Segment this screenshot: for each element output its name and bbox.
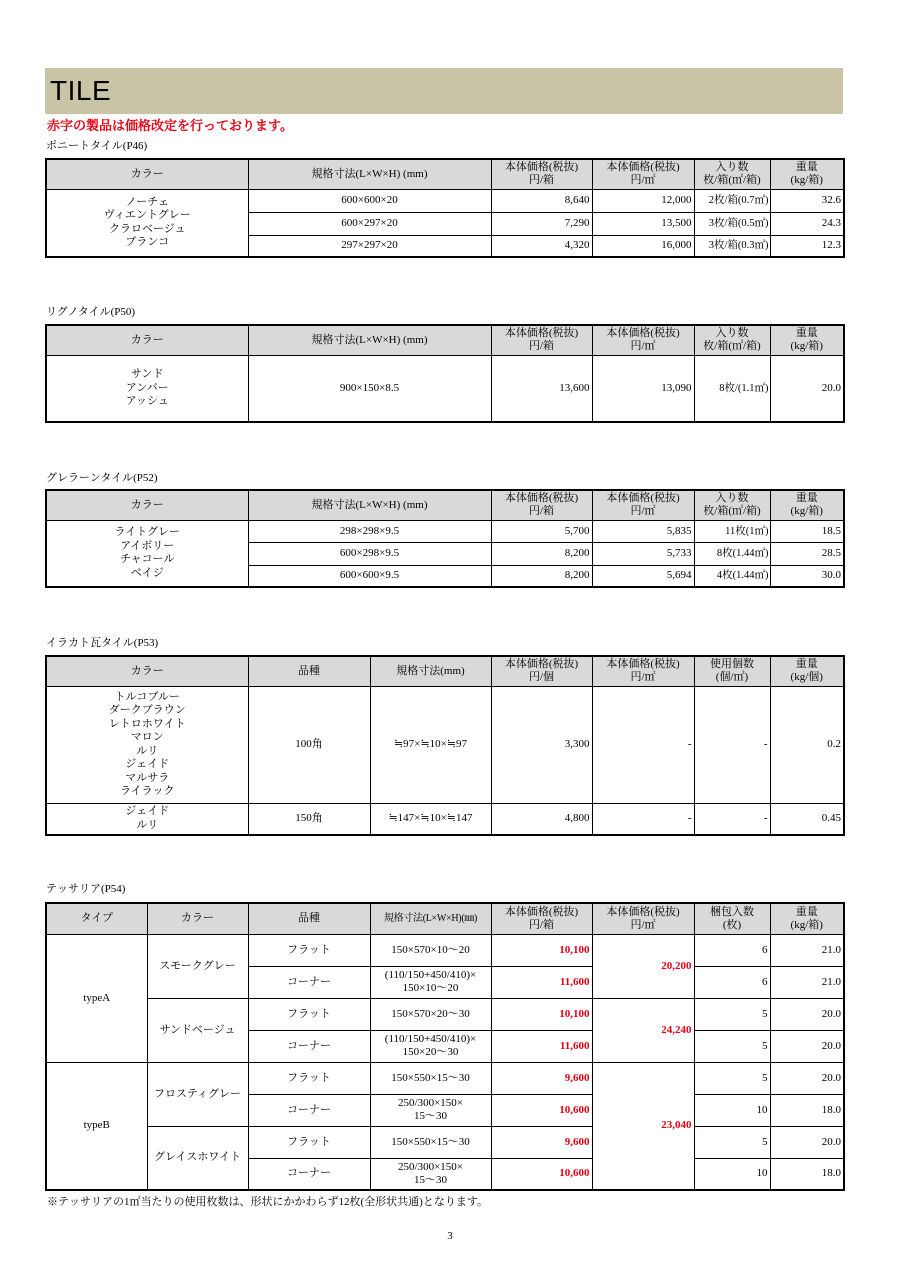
color-name: ヴィエントグレー	[103, 209, 191, 222]
table-header-row	[46, 490, 844, 520]
size-cell: 600×600×9.5	[248, 565, 491, 587]
size-cell: 600×600×20	[248, 189, 491, 212]
table-header-row	[46, 325, 844, 355]
color-name: レトロホワイト	[108, 717, 186, 730]
header-kind: 品種	[248, 903, 370, 934]
header-price-sqm: 本体価格(税抜) 円/㎡	[592, 159, 694, 189]
price-piece-cell: 3,300	[491, 686, 592, 803]
color-cell: サンドベージュ	[147, 998, 248, 1062]
size-cell: 600×297×20	[248, 212, 491, 235]
header-price-piece: 本体価格(税抜) 円/個	[491, 656, 592, 686]
title-band	[45, 68, 843, 114]
kind-cell: コーナー	[248, 1158, 370, 1190]
color-name: サンド	[131, 368, 164, 380]
header-price-sqm: 本体価格(税抜) 円/㎡	[592, 903, 694, 934]
weight-cell: 20.0	[770, 1062, 844, 1094]
table-row	[46, 1126, 844, 1158]
size-cell: 150×550×15～30	[370, 1126, 491, 1158]
price-box-cell: 10,600	[491, 1158, 592, 1190]
section-title-irakato: イラカト瓦タイル(P53)	[46, 637, 159, 649]
size-cell: (110/150+450/410)× 150×10～20	[370, 966, 491, 998]
grelarn-price-table	[45, 489, 845, 588]
price-box-cell: 5,700	[491, 520, 592, 542]
size-cell: ≒97×≒10×≒97	[370, 686, 491, 803]
header-weight: 重量 (kg/箱)	[770, 490, 844, 520]
price-sqm-cell: 13,090	[592, 355, 694, 422]
header-color: カラー	[46, 325, 248, 355]
price-box-cell: 11,600	[491, 966, 592, 998]
weight-cell: 32.6	[770, 189, 844, 212]
price-box-cell: 10,600	[491, 1094, 592, 1126]
color-cell: グレイスホワイト	[147, 1126, 248, 1190]
color-name: トルコブルー	[114, 690, 181, 703]
price-box-cell: 8,200	[491, 565, 592, 587]
irakato-price-table	[45, 655, 845, 836]
price-box-cell: 10,100	[491, 998, 592, 1030]
price-box-cell: 8,640	[491, 189, 592, 212]
table-row	[46, 686, 844, 803]
header-weight: 重量 (kg/箱)	[770, 903, 844, 934]
table-row	[46, 520, 844, 542]
size-cell: 297×297×20	[248, 235, 491, 257]
header-price-box: 本体価格(税抜) 円/箱	[491, 325, 592, 355]
quantity-cell: 8枚(1.44㎡)	[694, 542, 770, 565]
header-kind: 品種	[248, 656, 370, 686]
kind-cell: フラット	[248, 934, 370, 966]
header-weight: 重量 (kg/箱)	[770, 159, 844, 189]
color-name: ジェイド	[125, 805, 170, 818]
color-list	[46, 189, 248, 257]
table-header-row	[46, 159, 844, 189]
weight-cell: 12.3	[770, 235, 844, 257]
price-box-cell: 9,600	[491, 1126, 592, 1158]
price-sqm-cell: 5,733	[592, 542, 694, 565]
size-cell: 298×298×9.5	[248, 520, 491, 542]
packing-cell: 5	[694, 1030, 770, 1062]
weight-cell: 20.0	[770, 1126, 844, 1158]
table-row	[46, 355, 844, 422]
quantity-cell: 3枚/箱(0.3㎡)	[694, 235, 770, 257]
weight-cell: 20.0	[770, 1030, 844, 1062]
size-cell: 250/300×150× 15～30	[370, 1094, 491, 1126]
ligno-price-table	[45, 324, 845, 423]
header-size: 規格寸法(L×W×H) (mm)	[248, 490, 491, 520]
header-color: カラー	[147, 903, 248, 934]
header-price-sqm: 本体価格(税抜) 円/㎡	[592, 325, 694, 355]
color-name: チャコール	[120, 553, 175, 566]
color-name: マロン	[130, 731, 164, 743]
header-type: タイプ	[46, 903, 147, 934]
quantity-cell: 3枚/箱(0.5㎡)	[694, 212, 770, 235]
price-sqm-cell: 13,500	[592, 212, 694, 235]
packing-cell: 10	[694, 1158, 770, 1190]
header-price-box: 本体価格(税抜) 円/箱	[491, 490, 592, 520]
weight-cell: 20.0	[770, 998, 844, 1030]
price-sqm-cell: -	[592, 686, 694, 803]
size-cell: 150×570×10～20	[370, 934, 491, 966]
price-piece-cell: 4,800	[491, 803, 592, 835]
kind-cell: 100角	[248, 686, 370, 803]
weight-cell: 24.3	[770, 212, 844, 235]
table-row	[46, 803, 844, 835]
weight-cell: 0.2	[770, 686, 844, 803]
header-size: 規格寸法(L×W×H) (mm)	[248, 325, 491, 355]
weight-cell: 30.0	[770, 565, 844, 587]
ponito-price-table	[45, 158, 845, 258]
header-quantity: 入り数 枚/箱(㎡/箱)	[694, 490, 770, 520]
header-color: カラー	[46, 656, 248, 686]
quantity-cell: 8枚/(1.1㎡)	[694, 355, 770, 422]
size-cell: 150×550×15～30	[370, 1062, 491, 1094]
tessaria-price-table	[45, 902, 845, 1191]
kind-cell: 150角	[248, 803, 370, 835]
size-cell: (110/150+450/410)× 150×20～30	[370, 1030, 491, 1062]
price-sqm-cell: 5,694	[592, 565, 694, 587]
color-name: アンバー	[125, 381, 169, 394]
size-cell: ≒147×≒10×≒147	[370, 803, 491, 835]
price-sqm-cell: 24,240	[592, 998, 694, 1062]
color-list	[46, 686, 248, 803]
color-name: アッシュ	[125, 395, 169, 407]
header-price-sqm: 本体価格(税抜) 円/㎡	[592, 656, 694, 686]
header-size: 規格寸法(L×W×H)(㎜)	[370, 903, 491, 934]
header-price-sqm: 本体価格(税抜) 円/㎡	[592, 490, 694, 520]
color-name: ライトグレー	[114, 526, 180, 539]
color-list	[46, 520, 248, 587]
weight-cell: 18.5	[770, 520, 844, 542]
kind-cell: フラット	[248, 1062, 370, 1094]
color-name: ベイジ	[130, 566, 164, 579]
weight-cell: 20.0	[770, 355, 844, 422]
color-list	[46, 355, 248, 422]
color-cell: フロスティグレー	[147, 1062, 248, 1126]
section-title-ligno: リグノタイル(P50)	[46, 306, 136, 318]
price-sqm-cell: 12,000	[592, 189, 694, 212]
price-sqm-cell: -	[592, 803, 694, 835]
header-usage: 使用個数 (個/㎡)	[694, 656, 770, 686]
kind-cell: コーナー	[248, 1030, 370, 1062]
table-row	[46, 1062, 844, 1094]
type-cell: typeB	[46, 1062, 147, 1190]
price-revision-notice: 赤字の製品は価格改定を行っております。	[47, 118, 293, 133]
size-cell: 600×298×9.5	[248, 542, 491, 565]
color-name: ライラック	[120, 785, 175, 797]
quantity-cell: 11枚(1㎡)	[694, 520, 770, 542]
color-name: ジェイド	[125, 758, 170, 770]
kind-cell: コーナー	[248, 1094, 370, 1126]
price-sqm-cell: 16,000	[592, 235, 694, 257]
price-box-cell: 11,600	[491, 1030, 592, 1062]
color-name: ノーチェ	[125, 195, 169, 208]
kind-cell: フラット	[248, 1126, 370, 1158]
color-name: クラロベージュ	[108, 222, 186, 235]
header-weight: 重量 (kg/箱)	[770, 325, 844, 355]
usage-cell: -	[694, 803, 770, 835]
header-quantity: 入り数 枚/箱(㎡/箱)	[694, 159, 770, 189]
color-cell: スモークグレー	[147, 934, 248, 998]
price-sqm-cell: 20,200	[592, 934, 694, 998]
price-box-cell: 4,320	[491, 235, 592, 257]
size-cell: 900×150×8.5	[248, 355, 491, 422]
packing-cell: 5	[694, 1126, 770, 1158]
header-color: カラー	[46, 159, 248, 189]
header-color: カラー	[46, 490, 248, 520]
section-title-ponito: ポニートタイル(P46)	[46, 140, 148, 152]
kind-cell: コーナー	[248, 966, 370, 998]
color-name: アイボリー	[120, 539, 175, 552]
packing-cell: 6	[694, 966, 770, 998]
quantity-cell: 2枚/箱(0.7㎡)	[694, 189, 770, 212]
color-name: ブランコ	[125, 236, 170, 249]
header-price-box: 本体価格(税抜) 円/箱	[491, 903, 592, 934]
header-weight: 重量 (kg/個)	[770, 656, 844, 686]
weight-cell: 21.0	[770, 934, 844, 966]
color-name: ルリ	[136, 818, 159, 831]
quantity-cell: 4枚(1.44㎡)	[694, 565, 770, 587]
color-name: ダークブラウン	[108, 704, 186, 716]
table-row	[46, 934, 844, 966]
size-cell: 150×570×20～30	[370, 998, 491, 1030]
price-box-cell: 13,600	[491, 355, 592, 422]
header-price-box: 本体価格(税抜) 円/箱	[491, 159, 592, 189]
color-name: マルサラ	[125, 771, 170, 784]
tessaria-usage-footnote: ※テッサリアの1㎡当たりの使用枚数は、形状にかかわらず12枚(全形状共通)となります。	[47, 1196, 488, 1208]
kind-cell: フラット	[248, 998, 370, 1030]
price-box-cell: 9,600	[491, 1062, 592, 1094]
table-header-row	[46, 656, 844, 686]
section-title-tessaria: テッサリア(P54)	[46, 883, 126, 895]
packing-cell: 6	[694, 934, 770, 966]
type-cell: typeA	[46, 934, 147, 1062]
packing-cell: 5	[694, 998, 770, 1030]
section-title-grelarn: グレラーンタイル(P52)	[46, 472, 158, 484]
header-size: 規格寸法(mm)	[370, 656, 491, 686]
price-sqm-cell: 23,040	[592, 1062, 694, 1190]
weight-cell: 18.0	[770, 1094, 844, 1126]
packing-cell: 5	[694, 1062, 770, 1094]
table-row	[46, 998, 844, 1030]
price-sqm-cell: 5,835	[592, 520, 694, 542]
color-list	[46, 803, 248, 835]
price-box-cell: 8,200	[491, 542, 592, 565]
color-name: ルリ	[136, 744, 159, 757]
page-title: TILE	[50, 75, 112, 106]
header-size: 規格寸法(L×W×H) (mm)	[248, 159, 491, 189]
weight-cell: 18.0	[770, 1158, 844, 1190]
usage-cell: -	[694, 686, 770, 803]
price-box-cell: 10,100	[491, 934, 592, 966]
table-row	[46, 189, 844, 212]
weight-cell: 0.45	[770, 803, 844, 835]
header-packing: 梱包入数 (枚)	[694, 903, 770, 934]
size-cell: 250/300×150× 15～30	[370, 1158, 491, 1190]
price-box-cell: 7,290	[491, 212, 592, 235]
page-number: 3	[447, 1230, 453, 1242]
table-header-row	[46, 903, 844, 934]
weight-cell: 21.0	[770, 966, 844, 998]
weight-cell: 28.5	[770, 542, 844, 565]
header-quantity: 入り数 枚/箱(㎡/箱)	[694, 325, 770, 355]
packing-cell: 10	[694, 1094, 770, 1126]
